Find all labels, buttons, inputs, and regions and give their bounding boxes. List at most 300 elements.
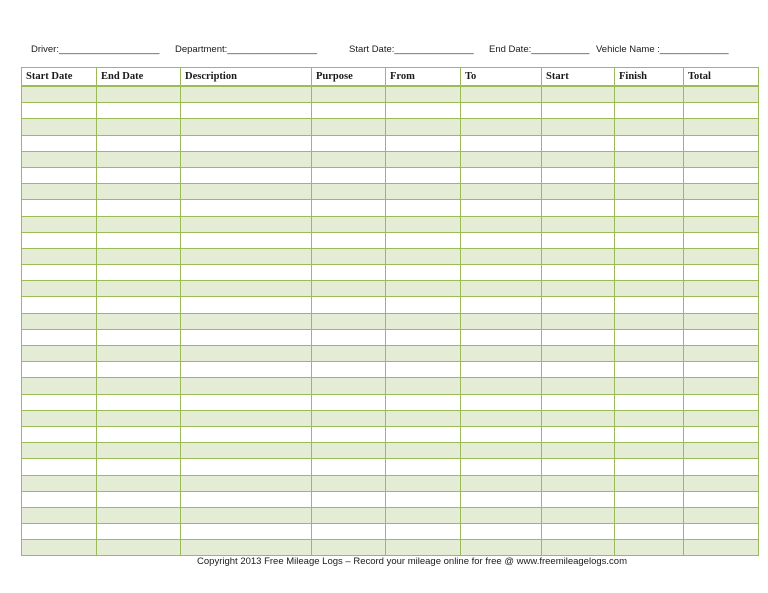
table-cell[interactable] — [97, 378, 181, 394]
column-header-start-date: Start Date — [22, 68, 97, 87]
table-row — [22, 281, 759, 297]
column-header-finish: Finish — [615, 68, 684, 87]
table-cell[interactable] — [181, 362, 312, 378]
table-cell[interactable] — [22, 378, 97, 394]
table-cell[interactable] — [542, 167, 615, 183]
table-cell[interactable] — [181, 200, 312, 216]
table-body — [22, 86, 759, 556]
table-cell[interactable] — [97, 151, 181, 167]
table-cell[interactable] — [22, 184, 97, 200]
table-cell[interactable] — [312, 216, 386, 232]
table-cell[interactable] — [181, 184, 312, 200]
table-cell[interactable] — [97, 329, 181, 345]
table-cell[interactable] — [22, 394, 97, 410]
table-cell[interactable] — [386, 281, 461, 297]
table-cell[interactable] — [461, 200, 542, 216]
table-cell[interactable] — [97, 313, 181, 329]
table-row — [22, 394, 759, 410]
table-cell[interactable] — [461, 329, 542, 345]
table-cell[interactable] — [542, 426, 615, 442]
table-cell[interactable] — [684, 540, 759, 556]
table-cell[interactable] — [461, 410, 542, 426]
table-cell[interactable] — [386, 232, 461, 248]
table-cell[interactable] — [684, 281, 759, 297]
table-cell[interactable] — [461, 346, 542, 362]
table-cell[interactable] — [312, 443, 386, 459]
table-cell[interactable] — [386, 151, 461, 167]
table-cell[interactable] — [97, 200, 181, 216]
table-cell[interactable] — [181, 86, 312, 103]
table-cell[interactable] — [542, 443, 615, 459]
table-cell[interactable] — [461, 103, 542, 119]
table-row — [22, 216, 759, 232]
table-cell[interactable] — [615, 346, 684, 362]
table-cell[interactable] — [181, 135, 312, 151]
table-cell[interactable] — [684, 491, 759, 507]
table-cell[interactable] — [22, 459, 97, 475]
table-cell[interactable] — [181, 378, 312, 394]
table-cell[interactable] — [386, 184, 461, 200]
table-cell[interactable] — [22, 232, 97, 248]
table-cell[interactable] — [615, 378, 684, 394]
table-row — [22, 248, 759, 264]
driver-field[interactable]: Driver:___________________ — [31, 44, 160, 55]
table-cell[interactable] — [461, 313, 542, 329]
table-row — [22, 265, 759, 281]
table-cell[interactable] — [684, 119, 759, 135]
table-cell[interactable] — [181, 491, 312, 507]
table-cell[interactable] — [461, 362, 542, 378]
table-cell[interactable] — [542, 491, 615, 507]
table-row — [22, 135, 759, 151]
table-cell[interactable] — [386, 200, 461, 216]
table-cell[interactable] — [97, 443, 181, 459]
table-cell[interactable] — [386, 394, 461, 410]
table-cell[interactable] — [542, 265, 615, 281]
table-cell[interactable] — [181, 459, 312, 475]
column-header-end-date: End Date — [97, 68, 181, 87]
table-cell[interactable] — [312, 459, 386, 475]
table-cell[interactable] — [22, 119, 97, 135]
column-header-purpose: Purpose — [312, 68, 386, 87]
table-cell[interactable] — [461, 540, 542, 556]
footer-copyright: Copyright 2013 Free Mileage Logs – Record your mileage online for free @ www.freemileagelogs.com — [197, 556, 627, 567]
table-cell[interactable] — [542, 232, 615, 248]
table-cell[interactable] — [181, 119, 312, 135]
table-cell[interactable] — [386, 540, 461, 556]
table-cell[interactable] — [615, 540, 684, 556]
table-cell[interactable] — [615, 475, 684, 491]
table-cell[interactable] — [97, 475, 181, 491]
table-cell[interactable] — [684, 410, 759, 426]
table-cell[interactable] — [684, 346, 759, 362]
table-cell[interactable] — [312, 200, 386, 216]
table-cell[interactable] — [97, 346, 181, 362]
table-cell[interactable] — [542, 200, 615, 216]
table-cell[interactable] — [386, 216, 461, 232]
table-cell[interactable] — [312, 313, 386, 329]
table-cell[interactable] — [312, 378, 386, 394]
table-cell[interactable] — [312, 167, 386, 183]
table-cell[interactable] — [461, 378, 542, 394]
table-cell[interactable] — [22, 329, 97, 345]
table-cell[interactable] — [386, 167, 461, 183]
table-cell[interactable] — [312, 329, 386, 345]
table-cell[interactable] — [684, 394, 759, 410]
table-cell[interactable] — [684, 443, 759, 459]
table-cell[interactable] — [97, 119, 181, 135]
table-cell[interactable] — [542, 248, 615, 264]
table-cell[interactable] — [684, 248, 759, 264]
table-row — [22, 167, 759, 183]
table-cell[interactable] — [615, 248, 684, 264]
table-cell[interactable] — [386, 313, 461, 329]
table-cell[interactable] — [542, 86, 615, 103]
table-cell[interactable] — [22, 297, 97, 313]
table-cell[interactable] — [312, 103, 386, 119]
table-cell[interactable] — [386, 410, 461, 426]
table-cell[interactable] — [22, 443, 97, 459]
table-cell[interactable] — [461, 151, 542, 167]
table-cell[interactable] — [615, 329, 684, 345]
table-cell[interactable] — [461, 135, 542, 151]
table-cell[interactable] — [97, 491, 181, 507]
table-cell[interactable] — [684, 362, 759, 378]
table-cell[interactable] — [97, 394, 181, 410]
table-cell[interactable] — [615, 200, 684, 216]
table-cell[interactable] — [386, 103, 461, 119]
table-cell[interactable] — [615, 265, 684, 281]
table-cell[interactable] — [542, 313, 615, 329]
table-cell[interactable] — [97, 265, 181, 281]
table-cell[interactable] — [97, 362, 181, 378]
table-cell[interactable] — [22, 524, 97, 540]
table-row — [22, 329, 759, 345]
table-cell[interactable] — [684, 265, 759, 281]
table-cell[interactable] — [615, 362, 684, 378]
table-cell[interactable] — [181, 507, 312, 523]
table-cell[interactable] — [542, 410, 615, 426]
column-header-total: Total — [684, 68, 759, 87]
table-cell[interactable] — [312, 524, 386, 540]
table-row — [22, 297, 759, 313]
table-cell[interactable] — [615, 426, 684, 442]
start-date-field[interactable]: Start Date:_______________ — [349, 44, 474, 55]
table-cell[interactable] — [312, 184, 386, 200]
table-cell[interactable] — [542, 297, 615, 313]
table-cell[interactable] — [461, 265, 542, 281]
table-cell[interactable] — [22, 248, 97, 264]
table-cell[interactable] — [386, 426, 461, 442]
department-field[interactable]: Department:_________________ — [175, 44, 318, 55]
table-cell[interactable] — [684, 378, 759, 394]
table-cell[interactable] — [684, 232, 759, 248]
table-cell[interactable] — [312, 475, 386, 491]
table-cell[interactable] — [97, 524, 181, 540]
table-cell[interactable] — [181, 297, 312, 313]
table-cell[interactable] — [461, 281, 542, 297]
table-cell[interactable] — [542, 475, 615, 491]
table-cell[interactable] — [386, 443, 461, 459]
table-cell[interactable] — [615, 524, 684, 540]
table-cell[interactable] — [615, 232, 684, 248]
table-cell[interactable] — [22, 167, 97, 183]
table-cell[interactable] — [312, 265, 386, 281]
table-cell[interactable] — [312, 86, 386, 103]
table-cell[interactable] — [461, 86, 542, 103]
table-cell[interactable] — [615, 297, 684, 313]
table-cell[interactable] — [542, 378, 615, 394]
table-cell[interactable] — [386, 507, 461, 523]
table-cell[interactable] — [542, 281, 615, 297]
table-cell[interactable] — [386, 346, 461, 362]
table-cell[interactable] — [181, 394, 312, 410]
table-cell[interactable] — [615, 167, 684, 183]
table-cell[interactable] — [684, 475, 759, 491]
table-cell[interactable] — [684, 216, 759, 232]
table-cell[interactable] — [312, 362, 386, 378]
column-header-from: From — [386, 68, 461, 87]
table-cell[interactable] — [181, 410, 312, 426]
table-cell[interactable] — [22, 346, 97, 362]
table-cell[interactable] — [615, 86, 684, 103]
table-cell[interactable] — [97, 540, 181, 556]
table-cell[interactable] — [22, 200, 97, 216]
table-cell[interactable] — [312, 151, 386, 167]
table-cell[interactable] — [22, 281, 97, 297]
table-cell[interactable] — [312, 135, 386, 151]
table-cell[interactable] — [542, 329, 615, 345]
table-cell[interactable] — [97, 167, 181, 183]
table-cell[interactable] — [22, 362, 97, 378]
table-cell[interactable] — [181, 281, 312, 297]
table-cell[interactable] — [386, 491, 461, 507]
table-cell[interactable] — [22, 491, 97, 507]
table-cell[interactable] — [461, 232, 542, 248]
table-cell[interactable] — [615, 103, 684, 119]
table-cell[interactable] — [542, 151, 615, 167]
table-cell[interactable] — [461, 248, 542, 264]
table-cell[interactable] — [181, 524, 312, 540]
table-cell[interactable] — [542, 394, 615, 410]
table-cell[interactable] — [22, 216, 97, 232]
table-cell[interactable] — [461, 119, 542, 135]
table-cell[interactable] — [386, 86, 461, 103]
table-cell[interactable] — [181, 167, 312, 183]
table-cell[interactable] — [312, 119, 386, 135]
table-cell[interactable] — [542, 507, 615, 523]
table-cell[interactable] — [386, 119, 461, 135]
table-cell[interactable] — [22, 135, 97, 151]
table-cell[interactable] — [461, 459, 542, 475]
table-cell[interactable] — [684, 86, 759, 103]
table-cell[interactable] — [461, 507, 542, 523]
table-cell[interactable] — [22, 103, 97, 119]
table-cell[interactable] — [22, 475, 97, 491]
table-cell[interactable] — [181, 265, 312, 281]
table-cell[interactable] — [181, 232, 312, 248]
table-cell[interactable] — [615, 184, 684, 200]
table-row — [22, 346, 759, 362]
table-cell[interactable] — [312, 346, 386, 362]
table-cell[interactable] — [97, 248, 181, 264]
table-row — [22, 313, 759, 329]
table-cell[interactable] — [542, 103, 615, 119]
table-cell[interactable] — [97, 184, 181, 200]
table-cell[interactable] — [461, 524, 542, 540]
table-cell[interactable] — [615, 281, 684, 297]
table-cell[interactable] — [542, 216, 615, 232]
table-row — [22, 200, 759, 216]
table-cell[interactable] — [615, 394, 684, 410]
table-cell[interactable] — [615, 443, 684, 459]
table-cell[interactable] — [312, 426, 386, 442]
table-cell[interactable] — [181, 443, 312, 459]
table-cell[interactable] — [386, 297, 461, 313]
table-cell[interactable] — [22, 426, 97, 442]
table-cell[interactable] — [97, 103, 181, 119]
column-header-to: To — [461, 68, 542, 87]
table-cell[interactable] — [684, 167, 759, 183]
table-cell[interactable] — [97, 410, 181, 426]
table-cell[interactable] — [461, 426, 542, 442]
table-cell[interactable] — [22, 410, 97, 426]
table-cell[interactable] — [615, 459, 684, 475]
table-cell[interactable] — [386, 248, 461, 264]
table-cell[interactable] — [542, 119, 615, 135]
table-cell[interactable] — [22, 507, 97, 523]
table-cell[interactable] — [22, 540, 97, 556]
table-row — [22, 524, 759, 540]
table-cell[interactable] — [615, 491, 684, 507]
table-cell[interactable] — [312, 540, 386, 556]
table-cell[interactable] — [22, 86, 97, 103]
table-cell[interactable] — [461, 394, 542, 410]
table-cell[interactable] — [542, 184, 615, 200]
table-cell[interactable] — [684, 329, 759, 345]
table-cell[interactable] — [386, 329, 461, 345]
table-cell[interactable] — [97, 281, 181, 297]
table-row — [22, 184, 759, 200]
table-cell[interactable] — [181, 475, 312, 491]
table-cell[interactable] — [97, 232, 181, 248]
table-cell[interactable] — [684, 103, 759, 119]
table-cell[interactable] — [312, 491, 386, 507]
table-cell[interactable] — [684, 426, 759, 442]
table-cell[interactable] — [461, 167, 542, 183]
table-row — [22, 103, 759, 119]
table-cell[interactable] — [542, 459, 615, 475]
table-cell[interactable] — [181, 540, 312, 556]
table-cell[interactable] — [181, 151, 312, 167]
vehicle-name-field[interactable]: Vehicle Name :_____________ — [596, 44, 729, 55]
table-cell[interactable] — [461, 297, 542, 313]
table-cell[interactable] — [542, 346, 615, 362]
table-cell[interactable] — [181, 329, 312, 345]
table-cell[interactable] — [97, 459, 181, 475]
table-cell[interactable] — [181, 103, 312, 119]
table-cell[interactable] — [542, 135, 615, 151]
table-cell[interactable] — [386, 265, 461, 281]
table-cell[interactable] — [97, 86, 181, 103]
table-cell[interactable] — [97, 426, 181, 442]
table-cell[interactable] — [181, 313, 312, 329]
mileage-log-table — [21, 67, 759, 556]
table-cell[interactable] — [542, 362, 615, 378]
table-cell[interactable] — [181, 346, 312, 362]
column-header-description: Description — [181, 68, 312, 87]
table-cell[interactable] — [386, 362, 461, 378]
table-cell[interactable] — [312, 297, 386, 313]
table-cell[interactable] — [615, 216, 684, 232]
table-cell[interactable] — [97, 507, 181, 523]
table-cell[interactable] — [615, 313, 684, 329]
table-cell[interactable] — [312, 281, 386, 297]
table-row — [22, 475, 759, 491]
table-cell[interactable] — [615, 507, 684, 523]
table-cell[interactable] — [181, 248, 312, 264]
table-cell[interactable] — [22, 265, 97, 281]
table-cell[interactable] — [684, 184, 759, 200]
table-cell[interactable] — [22, 151, 97, 167]
table-cell[interactable] — [461, 491, 542, 507]
table-row — [22, 410, 759, 426]
table-cell[interactable] — [615, 410, 684, 426]
table-cell[interactable] — [542, 524, 615, 540]
table-cell[interactable] — [684, 459, 759, 475]
table-cell[interactable] — [461, 184, 542, 200]
table-cell[interactable] — [684, 200, 759, 216]
table-cell[interactable] — [684, 151, 759, 167]
table-cell[interactable] — [97, 297, 181, 313]
table-cell[interactable] — [312, 507, 386, 523]
table-cell[interactable] — [312, 232, 386, 248]
table-cell[interactable] — [461, 216, 542, 232]
table-cell[interactable] — [684, 135, 759, 151]
table-cell[interactable] — [97, 216, 181, 232]
table-cell[interactable] — [386, 524, 461, 540]
table-cell[interactable] — [386, 459, 461, 475]
table-row — [22, 86, 759, 103]
table-cell[interactable] — [181, 216, 312, 232]
table-cell[interactable] — [97, 135, 181, 151]
table-cell[interactable] — [386, 475, 461, 491]
table-cell[interactable] — [615, 151, 684, 167]
table-row — [22, 426, 759, 442]
table-cell[interactable] — [684, 313, 759, 329]
table-cell[interactable] — [461, 443, 542, 459]
table-row — [22, 540, 759, 556]
table-cell[interactable] — [386, 378, 461, 394]
table-cell[interactable] — [684, 507, 759, 523]
table-cell[interactable] — [615, 135, 684, 151]
table-cell[interactable] — [542, 540, 615, 556]
table-cell[interactable] — [22, 313, 97, 329]
table-row — [22, 362, 759, 378]
table-cell[interactable] — [312, 248, 386, 264]
table-cell[interactable] — [615, 119, 684, 135]
table-cell[interactable] — [386, 135, 461, 151]
table-cell[interactable] — [684, 524, 759, 540]
table-cell[interactable] — [461, 475, 542, 491]
table-header-row — [22, 68, 759, 87]
end-date-field[interactable]: End Date:___________ — [489, 44, 590, 55]
table-cell[interactable] — [684, 297, 759, 313]
table-cell[interactable] — [312, 410, 386, 426]
table-cell[interactable] — [312, 394, 386, 410]
table-row — [22, 119, 759, 135]
table-cell[interactable] — [181, 426, 312, 442]
